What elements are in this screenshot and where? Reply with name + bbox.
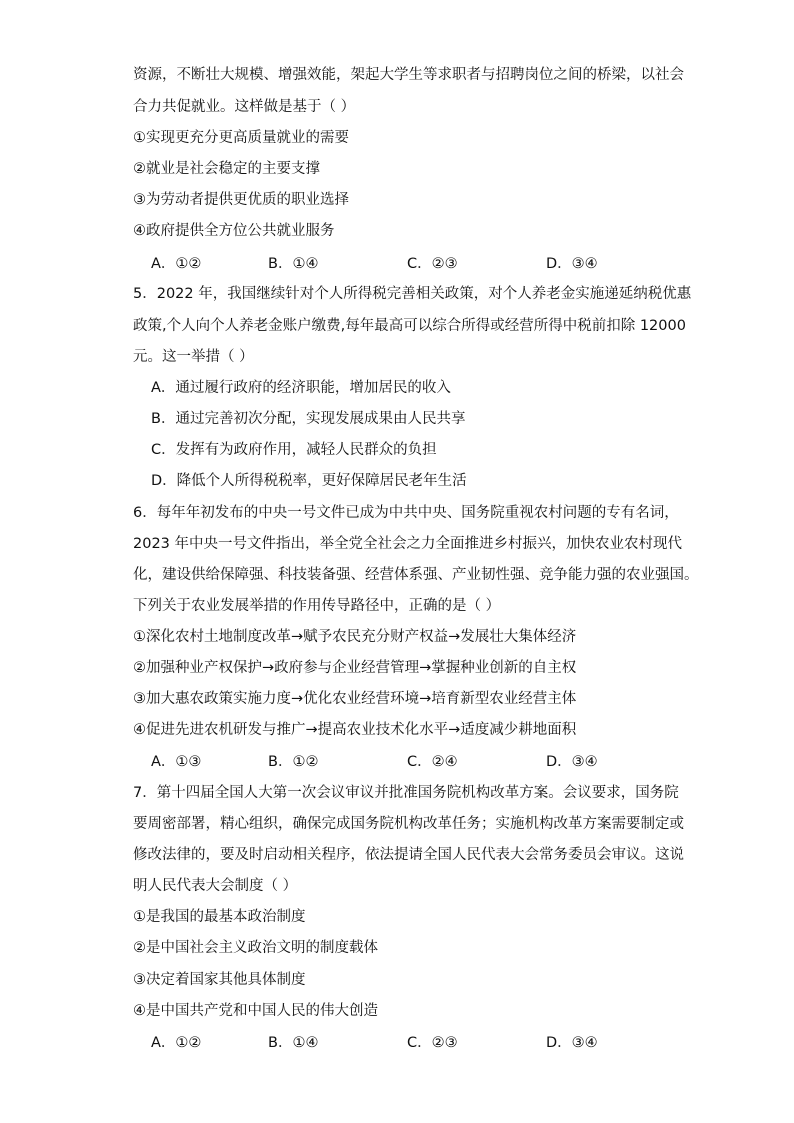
question-4-stem-line-2: 合力共促就业。这样做是基于（ ） xyxy=(133,99,356,115)
question-5-option-c[interactable]: C．发挥有为政府作用，减轻人民群众的负担 xyxy=(151,442,437,458)
question-6-stem-line-2: 2023 年中央一号文件指出，举全党全社会之力全面推进乡村振兴，加快农业农村现代 xyxy=(133,536,683,552)
question-7-options xyxy=(151,1033,631,1053)
question-6-stem-line-1: 6．每年年初发布的中央一号文件已成为中共中央、国务院重视农村问题的专有名词， xyxy=(133,505,679,521)
question-7-stem-line-3: 修改法律的，要及时启动相关程序，依法提请全国人民代表大会常务委员会审议。这说 xyxy=(133,847,684,863)
question-5-option-b[interactable]: B．通过完善初次分配，实现发展成果由人民共享 xyxy=(151,411,466,427)
question-5-stem-line-3: 元。这一举措（ ） xyxy=(133,349,254,365)
question-6-item-4: ④促进先进农机研发与推广→提高农业技术化水平→适度减少耕地面积 xyxy=(133,722,577,738)
question-7-item-4: ④是中国共产党和中国人民的伟大创造 xyxy=(133,1003,378,1019)
question-6-options xyxy=(151,752,631,772)
question-7-item-2: ②是中国社会主义政治文明的制度载体 xyxy=(133,940,378,956)
question-6-option-b[interactable]: B．①② xyxy=(268,754,319,770)
question-4-stem-line-1: 资源，不断壮大规模、增强效能，架起大学生等求职者与招聘岗位之间的桥梁，以社会 xyxy=(133,67,684,83)
question-7-item-3: ③决定着国家其他具体制度 xyxy=(133,972,306,988)
question-4-item-3: ③为劳动者提供更优质的职业选择 xyxy=(133,192,349,208)
question-7-option-a[interactable]: A．①② xyxy=(151,1035,202,1051)
question-4-options xyxy=(151,254,631,274)
question-4-option-b[interactable]: B．①④ xyxy=(268,256,319,272)
question-7-stem-line-2: 要周密部署，精心组织，确保完成国务院机构改革任务；实施机构改革方案需要制定或 xyxy=(133,816,684,832)
question-5-stem-line-1: 5．2022 年，我国继续针对个人所得税完善相关政策，对个人养老金实施递延纳税优惠 xyxy=(133,286,692,302)
question-5-option-d[interactable]: D．降低个人所得税税率，更好保障居民老年生活 xyxy=(151,473,467,489)
question-4-item-1: ①实现更充分更高质量就业的需要 xyxy=(133,130,349,146)
question-4-item-2: ②就业是社会稳定的主要支撑 xyxy=(133,161,320,177)
question-4-option-c[interactable]: C．②③ xyxy=(407,256,458,272)
question-7-option-c[interactable]: C．②③ xyxy=(407,1035,458,1051)
question-7-stem-line-4: 明人民代表大会制度（ ） xyxy=(133,878,298,894)
question-6-stem-line-4: 下列关于农业发展举措的作用传导路径中，正确的是（ ） xyxy=(133,598,501,614)
question-6-option-a[interactable]: A．①③ xyxy=(151,754,202,770)
question-6-item-2: ②加强种业产权保护→政府参与企业经营管理→掌握种业创新的自主权 xyxy=(133,660,577,676)
question-5-stem-line-2: 政策,个人向个人养老金账户缴费,每年最高可以综合所得或经营所得中税前扣除 12000 xyxy=(133,318,686,334)
question-4-option-a[interactable]: A．①② xyxy=(151,256,202,272)
question-7-option-d[interactable]: D．③④ xyxy=(546,1035,598,1051)
question-6-item-1: ①深化农村土地制度改革→赋予农民充分财产权益→发展壮大集体经济 xyxy=(133,629,577,645)
question-5-option-a[interactable]: A．通过履行政府的经济职能，增加居民的收入 xyxy=(151,380,451,396)
question-6-option-d[interactable]: D．③④ xyxy=(546,754,598,770)
question-4-option-d[interactable]: D．③④ xyxy=(546,256,598,272)
question-7-option-b[interactable]: B．①④ xyxy=(268,1035,319,1051)
question-6-item-3: ③加大惠农政策实施力度→优化农业经营环境→培育新型农业经营主体 xyxy=(133,691,577,707)
question-7-stem-line-1: 7．第十四届全国人大第一次会议审议并批准国务院机构改革方案。会议要求，国务院 xyxy=(133,785,679,801)
question-7-item-1: ①是我国的最基本政治制度 xyxy=(133,909,306,925)
question-6-option-c[interactable]: C．②④ xyxy=(407,754,458,770)
question-4-item-4: ④政府提供全方位公共就业服务 xyxy=(133,223,335,239)
question-6-stem-line-3: 化，建设供给保障强、科技装备强、经营体系强、产业韧性强、竞争能力强的农业强国。 xyxy=(133,567,699,583)
